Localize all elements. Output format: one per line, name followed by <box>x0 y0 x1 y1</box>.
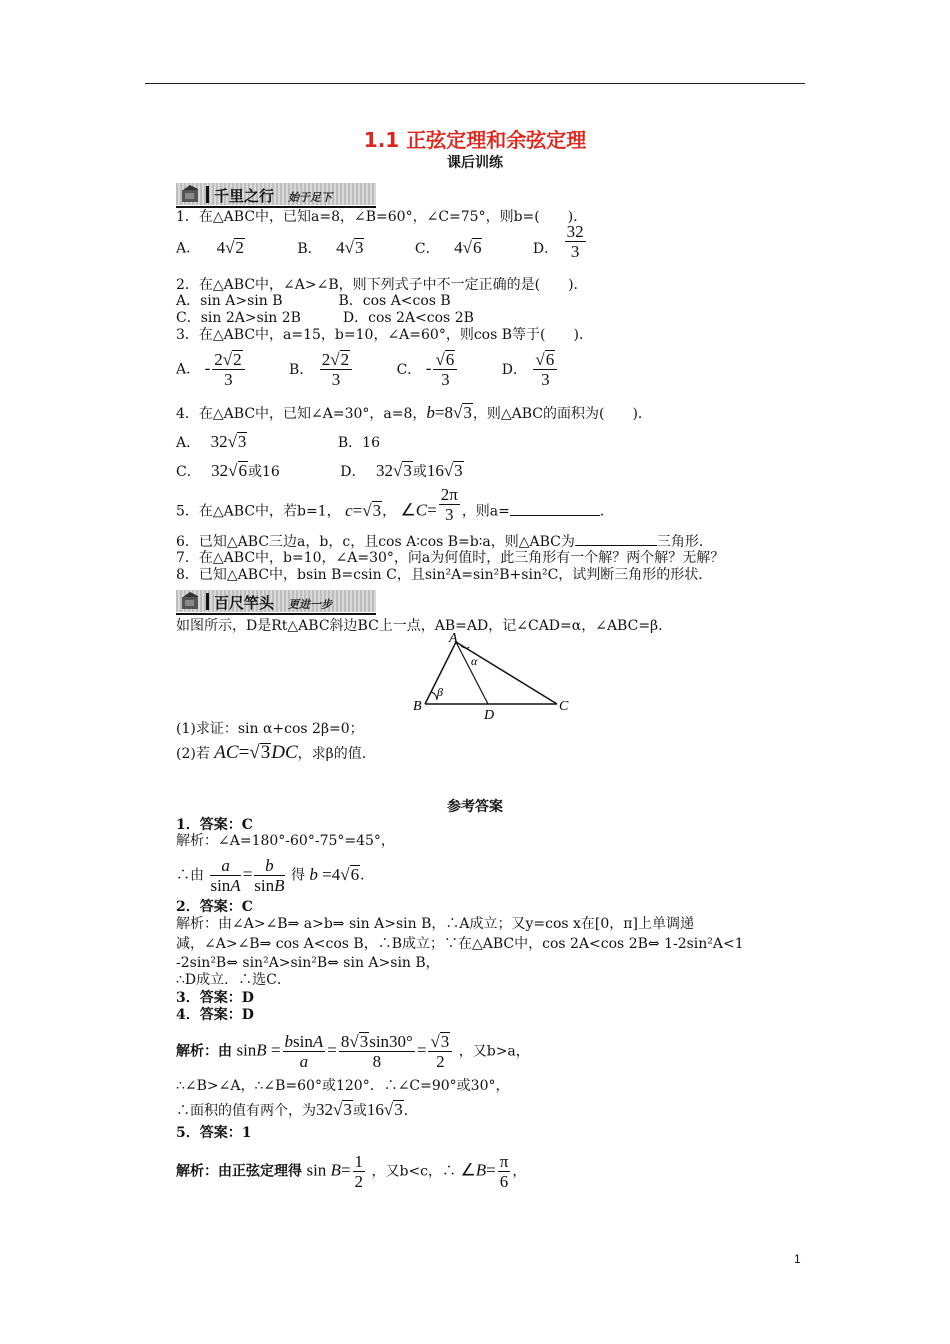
answer-4-line-3: ∴面积的值有两个，为32√3或16√3． <box>176 1100 418 1119</box>
label-c: C <box>559 699 569 714</box>
header-rule <box>145 83 805 84</box>
label-a: A <box>449 631 458 646</box>
answer-2-exp-2: 减，∠A>∠B⇒ cos A<cos B，∴B成立；∵在△ABC中，cos 2A<cos 2B⇔ 1-2sin²A<1 <box>176 936 744 952</box>
answer-4-line-2: ∴∠B>∠A，∴∠B=60°或120°．∴∠C=90°或30°， <box>176 1078 510 1094</box>
question-8: 8．已知△ABC中，bsin B=csin C，且sin²A=sin²B+sin²C，试判断三角形的形状． <box>176 567 713 583</box>
answer-1-explanation: 解析：∠A=180°-60°-75°=45°， <box>176 833 395 849</box>
answer-5-explanation: 解析：由正弦定理得 sin B= $\frac{1}{2}$ ，又b<c，∴ ∠B= $\frac{\pi}{6}$ ， <box>176 1152 527 1191</box>
page-subtitle: 课后训练 <box>447 155 503 171</box>
answer-title: 参考答案 <box>447 799 503 815</box>
section-banner-1 <box>176 183 376 209</box>
answer-2-exp-1: 解析：由∠A>∠B⇒ a>b⇒ sin A>sin B，∴A成立；又y=cos x在[0，π]上单调递 <box>176 916 694 932</box>
question-1: 1．在△ABC中，已知a=8，∠B=60°，∠C=75°，则b=( )． <box>176 209 588 225</box>
answer-2-exp-3: -2sin²B⇔ sin²A>sin²B⇔ sin A>sin B， <box>176 955 440 971</box>
extension-intro: 如图所示，D是Rt△ABC斜边BC上一点，AB=AD，记∠CAD=α，∠ABC=β． <box>176 618 673 634</box>
question-1-options: A． 4√2 B． 4√3 C． 4√6 D． $\frac{32}{3}$ <box>176 222 584 261</box>
answer-4-explanation: 解析：由 sinB = $\frac{bsinA}{a}$ = $\frac{8√3\sin 30^\circ}{8}$ = $\frac{√3}{2}$ ，又b>a， <box>176 1032 530 1071</box>
label-d: D <box>484 708 495 722</box>
question-3: 3．在△ABC中，a=15，b=10，∠A=60°，则cos B等于( )． <box>176 327 593 343</box>
question-4-cd: C． 32√6或16 D． 32√3或16√3 <box>176 461 463 480</box>
page-number: 1 <box>794 1252 801 1266</box>
question-2-ab: A．sin A>sin B B．cos A<cos B <box>176 293 451 309</box>
question-7: 7．在△ABC中，b=10，∠A=30°，问a为何值时，此三角形有一个解？两个解？无解？ <box>176 550 725 566</box>
label-beta: β <box>437 685 443 699</box>
question-2: 2．在△ABC中，∠A>∠B，则下列式子中不一定正确的是( )． <box>176 277 588 293</box>
extension-part-1: (1)求证：sin α+cos 2β=0； <box>176 721 364 737</box>
question-4: 4．在△ABC中，已知∠A=30°，a=8，b=8√3，则△ABC的面积为( )． <box>176 403 652 422</box>
question-2-cd: C．sin 2A>sin 2B D．cos 2A<cos 2B <box>176 310 474 326</box>
extension-part-2: (2)若 AC=√3DC，求β的值． <box>176 742 376 763</box>
question-6: 6．已知△ABC三边a，b，c，且cos A∶cos B=b∶a，则△ABC为 三角形． <box>176 534 713 550</box>
answer-2-exp-4: ∴D成立．∴选C． <box>176 972 291 988</box>
question-3-options: A． - $\frac{2√2}{3}$ B． $\frac{2√2}{3}$ C． - $\frac{√6}{3}$ D． $\frac{√6}{3}$ <box>176 350 559 389</box>
banner-1-small: 始于足下 <box>288 191 332 204</box>
question-4-ab: A． 32√3 B．16 <box>176 432 380 451</box>
answer-5: 5．答案：1 <box>176 1125 252 1141</box>
answer-1: 1．答案：C <box>176 817 253 833</box>
triangle-figure <box>405 630 585 722</box>
banner-1-main: 千里之行 <box>214 187 275 205</box>
page-title: 1.1 正弦定理和余弦定理 <box>363 128 587 152</box>
question-5: 5．在△ABC中，若b=1， c=√3， ∠C= $\frac{2\pi}{3}$ ，则a= ． <box>176 485 614 524</box>
answer-3: 3．答案：D <box>176 990 254 1006</box>
book-icon <box>180 591 202 611</box>
label-b: B <box>413 699 422 714</box>
answer-1-formula: ∴由 $\frac{a}{\sin A}$ = $\frac{b}{\sin B}$ 得 b =4√6． <box>176 856 375 895</box>
answer-2: 2．答案：C <box>176 899 253 915</box>
book-icon <box>180 184 202 204</box>
banner-2-main: 百尺竿头 <box>214 594 275 612</box>
banner-2-small: 更进一步 <box>288 598 332 611</box>
answer-4: 4．答案：D <box>176 1007 254 1023</box>
label-alpha: α <box>471 654 478 668</box>
section-banner-2 <box>176 590 376 616</box>
